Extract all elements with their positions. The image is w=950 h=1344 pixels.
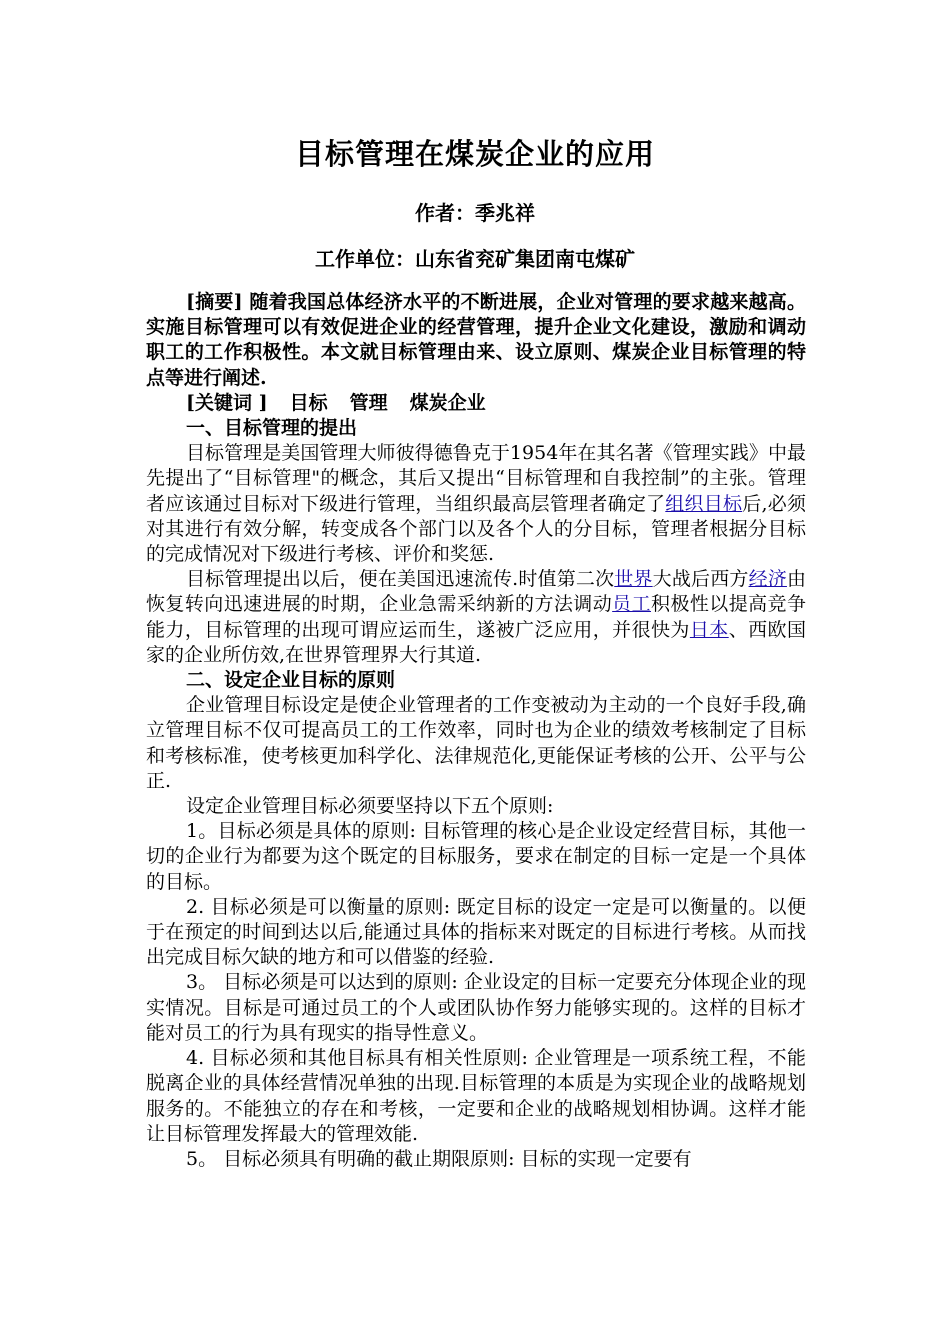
paragraph: 企业管理目标设定是使企业管理者的工作变被动为主动的一个良好手段,确立管理目标不仅可提高员工的工作效率，同时也为企业的绩效考核制定了目标和考核标准，使考核更加科学化、法律规范化,更能保证考核的公开、公平与公正.: [146, 694, 806, 792]
text-run: 、西欧国家的企业所仿效,在世界管理界大行其道.: [146, 618, 806, 666]
text-run: 积极性以提高竞争能力，目标管理的出现可谓应运而生，遂被广泛应用，并很快为: [146, 593, 806, 641]
document-body: [146, 290, 806, 1172]
principle-item: 1。目标必须是具体的原则: 目标管理的核心是企业设定经营目标，其他一切的企业行为都要为这个既定的目标服务，要求在制定的目标一定是一个具体的目标。: [146, 820, 806, 893]
text-run: 由恢复转向迅速进展的时期，企业急需采纳新的方法调动: [146, 568, 806, 616]
keywords-label: [关键词 ]: [186, 391, 268, 414]
principle-item: 5。 目标必须具有明确的截止期限原则: 目标的实现一定要有: [186, 1147, 692, 1170]
keyword: 管理: [349, 391, 388, 414]
text-run: 目标管理提出以后，便在美国迅速流传.时值第二次: [186, 568, 615, 591]
text-run: 目标管理是美国管理大师彼得德鲁克于1954年在其名著《管理实践》中最先提出了“目标管理"的概念，其后又提出“目标管理和自我控制”的主张。管理者应该通过目标对下级进行管理，当组织最高层管理者确定了: [146, 442, 806, 515]
keyword: 目标: [289, 391, 328, 414]
abstract: [摘要] 随着我国总体经济水平的不断进展，企业对管理的要求越来越高。实施目标管理可以有效促进企业的经营管理，提升企业文化建设，激励和调动职工的工作积极性。本文就目标管理由来、设立原则、煤炭企业目标管理的特点等进行阐述.: [146, 291, 806, 389]
section-heading: 一、目标管理的提出: [186, 417, 358, 440]
link-japan[interactable]: 日本: [689, 618, 729, 641]
link-world[interactable]: 世界: [614, 568, 653, 591]
principle-item: 4. 目标必须和其他目标具有相关性原则: 企业管理是一项系统工程，不能脱离企业的具体经营情况单独的出现.目标管理的本质是为实现企业的战略规划服务的。不能独立的存在和考核，一定要和企业的战略规划相协调。这样才能让目标管理发挥最大的管理效能.: [146, 1047, 806, 1145]
section-heading: 二、设定企业目标的原则: [186, 669, 396, 692]
link-employee[interactable]: 员工: [612, 593, 652, 616]
paragraph: [146, 567, 806, 668]
text-run: 后,必须对其进行有效分解，转变成各个部门以及各个人的分目标，管理者根据分目标的完成情况对下级进行考核、评价和奖惩.: [146, 492, 806, 566]
principle-item: 2. 目标必须是可以衡量的原则: 既定目标的设定一定是可以衡量的。以便于在预定的时间到达以后,能通过具体的指标来对既定的目标进行考核。从而找出完成目标欠缺的地方和可以借鉴的经验.: [146, 895, 806, 969]
link-economy[interactable]: 经济: [748, 568, 787, 591]
document-title: 目标管理在煤炭企业的应用: [294, 137, 655, 171]
link-organization-goal[interactable]: 组织目标: [665, 492, 743, 515]
paragraph: [146, 441, 806, 567]
keywords-line: [146, 391, 806, 416]
affiliation-line: 工作单位：山东省兖矿集团南屯煤矿: [315, 247, 635, 271]
keyword: 煤炭企业: [409, 391, 486, 414]
text-run: 大战后西方: [652, 568, 749, 591]
paragraph: 设定企业管理目标必须要坚持以下五个原则:: [186, 795, 554, 818]
author-line: 作者：季兆祥: [415, 201, 535, 225]
principle-item: 3。 目标必须是可以达到的原则: 企业设定的目标一定要充分体现企业的现实情况。目标是可通过员工的个人或团队协作努力能够实现的。这样的目标才能对员工的行为具有现实的指导性意义。: [146, 971, 806, 1044]
